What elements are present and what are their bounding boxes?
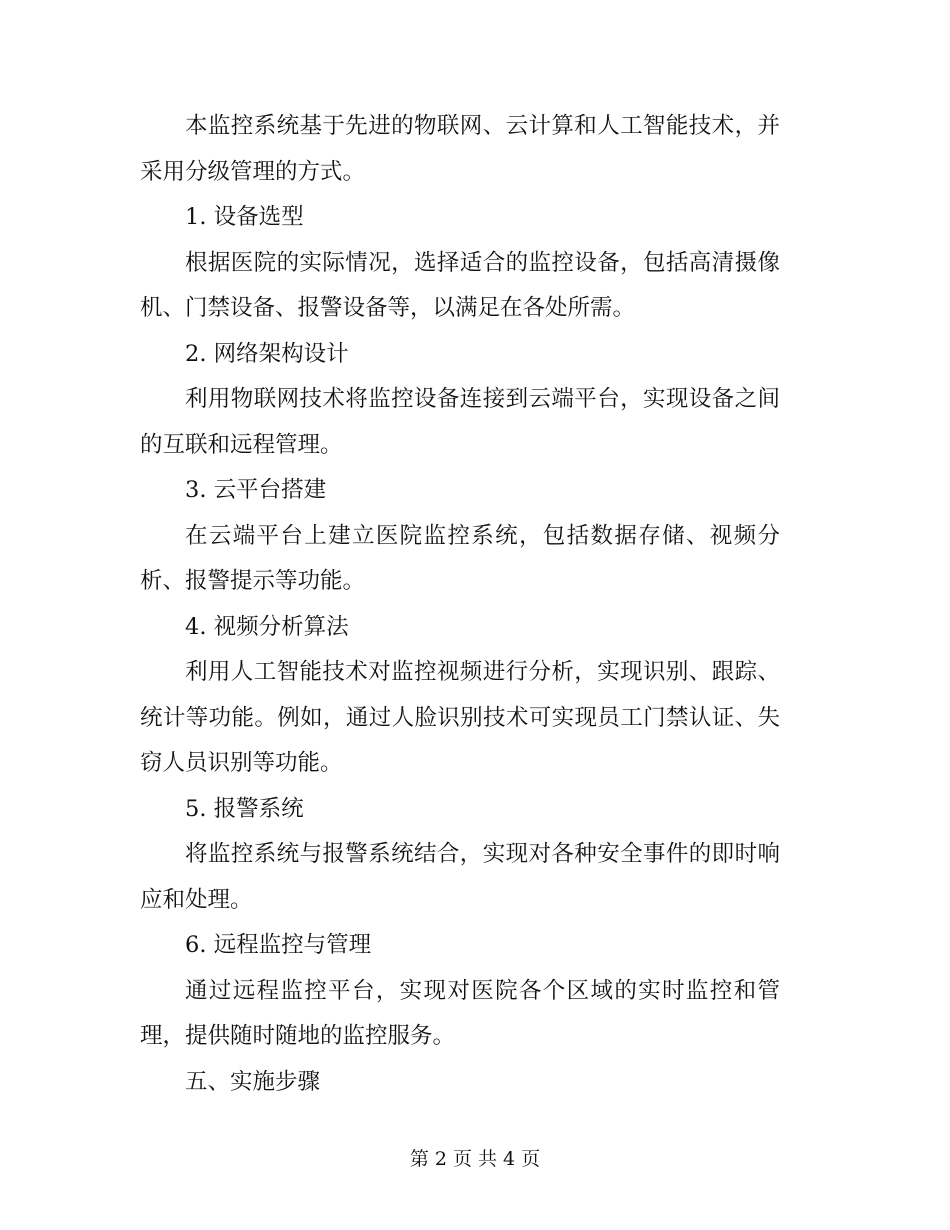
section-heading-alarm-system: 5. 报警系统 [185,795,304,822]
section-heading-network-architecture: 2. 网络架构设计 [185,340,349,367]
section-heading-implementation-steps: 五、实施步骤 [185,1068,321,1095]
intro-paragraph: 本监控系统基于先进的物联网、云计算和人工智能技术，并采用分级管理的方式。 [140,113,780,185]
alarm-system-paragraph: 将监控系统与报警系统结合，实现对各种安全事件的即时响应和处理。 [140,841,780,913]
document-body [140,104,780,1105]
section-heading-remote-monitoring: 6. 远程监控与管理 [185,932,372,958]
page-number-footer: 第 2 页 共 4 页 [409,1148,541,1170]
device-selection-paragraph: 根据医院的实际情况，选择适合的监控设备，包括高清摄像机、门禁设备、报警设备等，以满足在各处所需。 [140,249,780,321]
section-heading-device-selection: 1. 设备选型 [185,204,304,230]
video-analysis-paragraph: 利用人工智能技术对监控视频进行分析，实现识别、跟踪、统计等功能。例如，通过人脸识别技术可实现员工门禁认证、失窃人员识别等功能。 [140,659,780,776]
network-architecture-paragraph: 利用物联网技术将监控设备连接到云端平台，实现设备之间的互联和远程管理。 [140,386,780,458]
section-heading-video-analysis: 4. 视频分析算法 [185,613,349,640]
cloud-platform-paragraph: 在云端平台上建立医院监控系统，包括数据存储、视频分析、报警提示等功能。 [140,522,780,594]
remote-monitoring-paragraph: 通过远程监控平台，实现对医院各个区域的实时监控和管理，提供随时随地的监控服务。 [140,977,780,1049]
section-heading-cloud-platform: 3. 云平台搭建 [185,477,327,503]
